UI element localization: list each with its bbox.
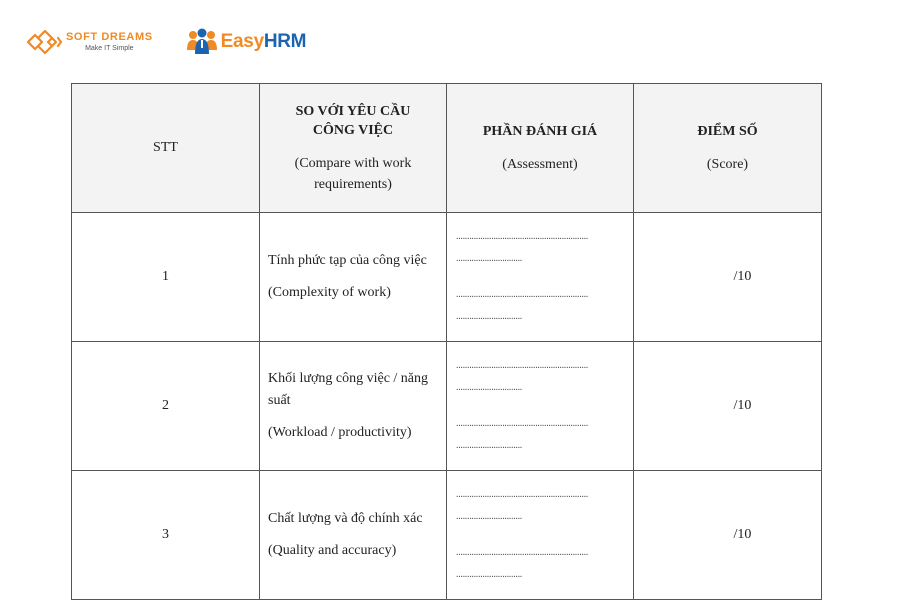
row-requirement-vi: Khối lượng công việc / năng suất bbox=[268, 371, 429, 408]
dotted-line: .............................. bbox=[456, 253, 523, 264]
row-score-field[interactable]: /10 bbox=[634, 213, 822, 342]
table-row bbox=[72, 342, 822, 471]
dotted-line: .............................. bbox=[456, 569, 523, 580]
dotted-line: .............................. bbox=[456, 511, 523, 522]
table-row bbox=[72, 471, 822, 600]
row-requirement bbox=[260, 471, 447, 600]
easyhrm-word-hrm: HRM bbox=[263, 31, 307, 52]
soft-dreams-logo bbox=[24, 27, 153, 57]
row-stt: 3 bbox=[72, 471, 260, 600]
row-requirement-en: (Complexity of work) bbox=[268, 285, 391, 300]
row-assessment-field[interactable] bbox=[447, 213, 634, 342]
easyhrm-people-icon bbox=[185, 26, 219, 58]
logo-bar bbox=[24, 26, 306, 58]
row-assessment-field[interactable] bbox=[447, 471, 634, 600]
dotted-line: .............................. bbox=[456, 440, 523, 451]
evaluation-table-wrap bbox=[71, 83, 822, 600]
dotted-line: ............................................................ bbox=[456, 547, 589, 558]
row-requirement-vi: Chất lượng và độ chính xác bbox=[268, 511, 423, 526]
header-assessment bbox=[447, 84, 634, 213]
row-requirement-vi: Tính phức tạp của công việc bbox=[268, 253, 427, 268]
dotted-line: .............................. bbox=[456, 382, 523, 393]
row-score-field[interactable]: /10 bbox=[634, 342, 822, 471]
row-requirement-en: (Workload / productivity) bbox=[268, 425, 412, 440]
header-score-vi: ĐIỂM SỐ bbox=[697, 123, 758, 139]
table-header-row bbox=[72, 84, 822, 213]
row-stt: 2 bbox=[72, 342, 260, 471]
dotted-line: .............................. bbox=[456, 311, 523, 322]
dotted-line: ............................................................ bbox=[456, 418, 589, 429]
row-requirement bbox=[260, 213, 447, 342]
header-score bbox=[634, 84, 822, 213]
easyhrm-wordmark bbox=[221, 31, 307, 53]
header-stt: STT bbox=[72, 84, 260, 213]
easyhrm-word-easy: Easy bbox=[220, 31, 264, 52]
dotted-line: ............................................................ bbox=[456, 489, 589, 500]
row-requirement bbox=[260, 342, 447, 471]
header-assessment-vi: PHẦN ĐÁNH GIÁ bbox=[482, 123, 598, 139]
row-requirement-en: (Quality and accuracy) bbox=[268, 543, 397, 558]
evaluation-table bbox=[71, 83, 822, 600]
row-score-field[interactable]: /10 bbox=[634, 471, 822, 600]
row-stt: 1 bbox=[72, 213, 260, 342]
table-row bbox=[72, 213, 822, 342]
soft-dreams-name: SOFT DREAMS bbox=[66, 31, 153, 43]
header-requirement-en: (Compare with work requirements) bbox=[294, 155, 412, 192]
header-assessment-en: (Assessment) bbox=[502, 156, 578, 172]
header-score-en: (Score) bbox=[706, 156, 749, 172]
header-requirement bbox=[260, 84, 447, 213]
dotted-line: ............................................................ bbox=[456, 360, 589, 371]
easyhrm-logo bbox=[185, 26, 307, 58]
header-requirement-vi: SO VỚI YÊU CẦU CÔNG VIỆC bbox=[295, 103, 411, 138]
dotted-line: ............................................................ bbox=[456, 231, 589, 242]
soft-dreams-tagline: Make IT Simple bbox=[85, 45, 134, 52]
row-assessment-field[interactable] bbox=[447, 342, 634, 471]
soft-dreams-logo-icon bbox=[24, 27, 64, 57]
dotted-line: ............................................................ bbox=[456, 289, 589, 300]
